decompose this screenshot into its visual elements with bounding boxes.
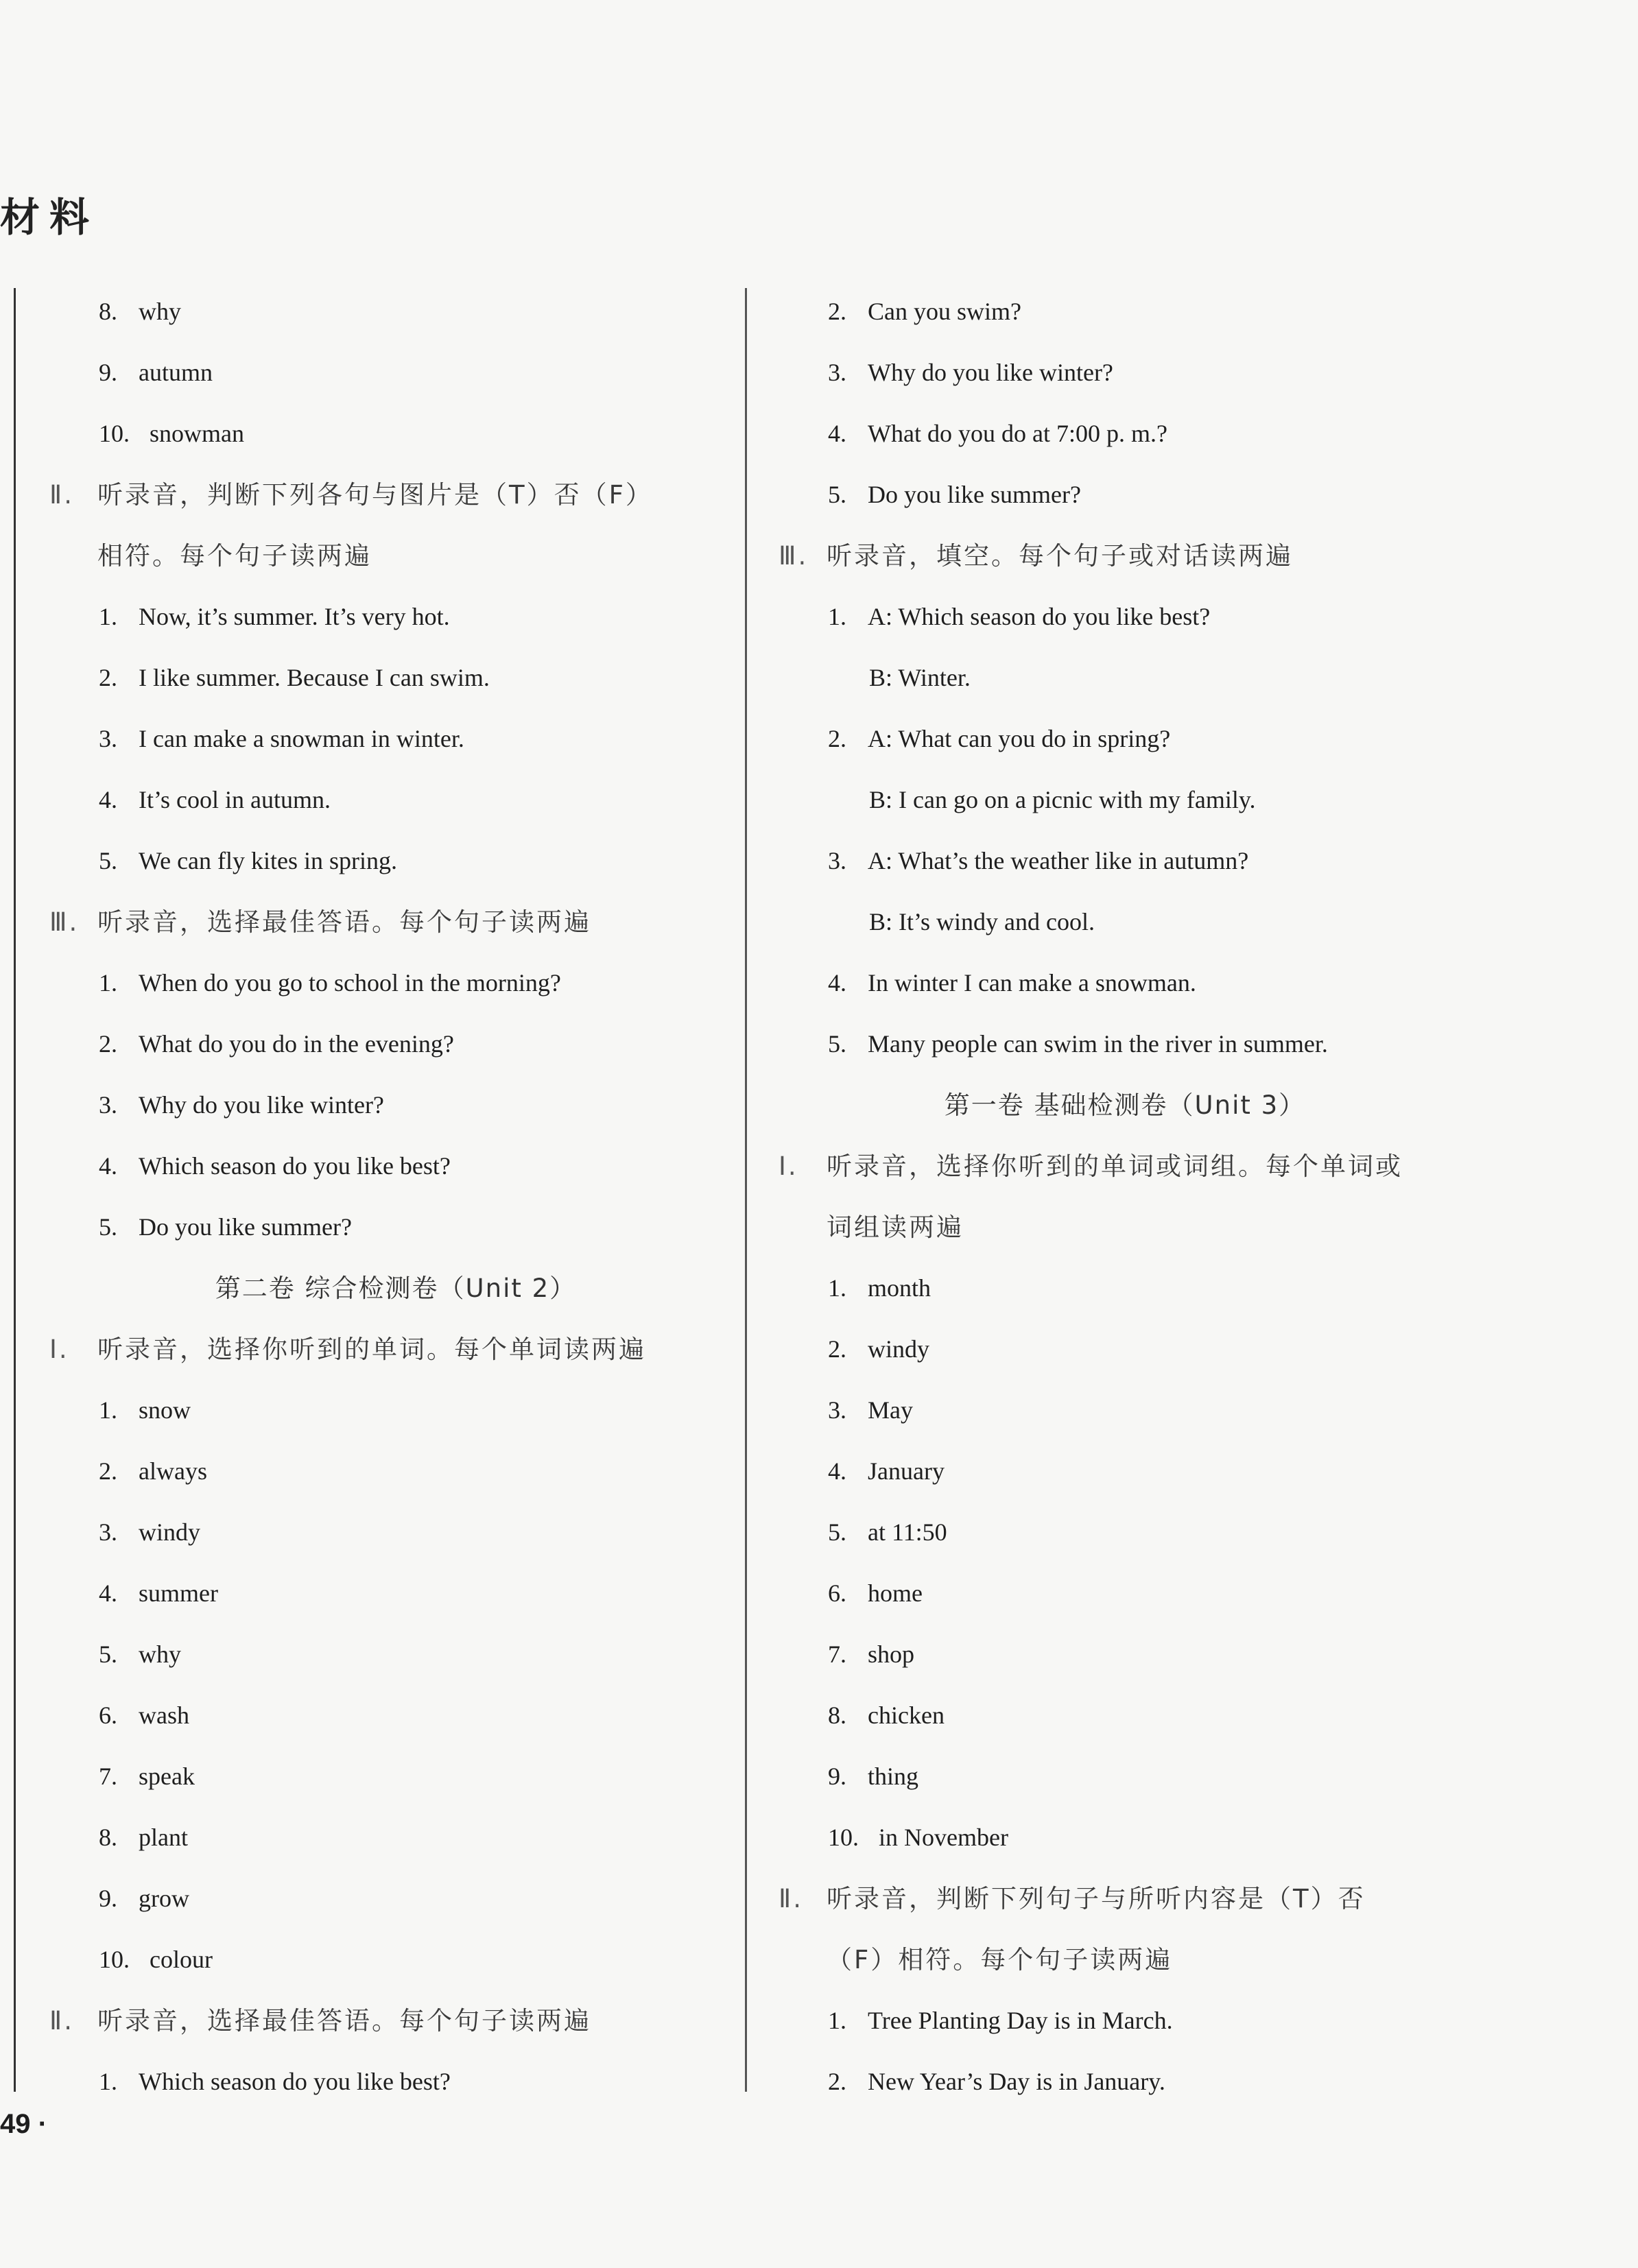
list-item xyxy=(779,1319,1471,1380)
item-number: 5. xyxy=(828,1030,846,1058)
list-item xyxy=(49,586,742,647)
item-number: 4. xyxy=(99,786,117,813)
header-title: 材料 xyxy=(0,194,99,241)
item-text: Tree Planting Day is in March. xyxy=(868,2007,1173,2034)
list-item xyxy=(779,1014,1471,1075)
item-text: May xyxy=(868,1396,913,1424)
item-number: 2. xyxy=(99,1030,117,1058)
item-text: B: Winter. xyxy=(869,664,971,691)
item-number: 3. xyxy=(828,1396,846,1424)
list-item xyxy=(779,1685,1471,1746)
section-instruction: 听录音，判断下列句子与所听内容是（T）否 xyxy=(827,1884,1366,1913)
list-item xyxy=(779,464,1471,525)
section-numeral: Ⅱ. xyxy=(779,1884,803,1913)
item-text: B: It’s windy and cool. xyxy=(869,908,1095,935)
item-number: 1. xyxy=(828,1274,846,1302)
item-text: speak xyxy=(139,1763,195,1790)
list-item xyxy=(779,1990,1471,2051)
item-number: 1. xyxy=(99,1396,117,1424)
item-number: 1. xyxy=(99,969,117,996)
right-content xyxy=(779,281,1471,2112)
item-number: 2. xyxy=(828,725,846,752)
list-item xyxy=(779,647,1471,708)
item-text: windy xyxy=(868,1335,929,1363)
section-numeral: Ⅰ. xyxy=(49,1335,69,1364)
section-heading xyxy=(779,525,1471,586)
item-text: A: Which season do you like best? xyxy=(868,603,1211,630)
item-text: Many people can swim in the river in summer. xyxy=(868,1030,1328,1058)
item-text: wash xyxy=(139,1702,189,1729)
list-item xyxy=(49,1868,742,1929)
section-instruction: 听录音，选择最佳答语。每个句子读两遍 xyxy=(97,2006,591,2036)
list-item xyxy=(779,1380,1471,1441)
item-text: grow xyxy=(139,1885,189,1912)
item-text: always xyxy=(139,1457,207,1485)
list-item xyxy=(49,1197,742,1258)
list-item xyxy=(49,1502,742,1563)
item-text: summer xyxy=(139,1579,218,1607)
item-text: chicken xyxy=(868,1702,945,1729)
item-number: 5. xyxy=(828,1518,846,1546)
item-text: why xyxy=(139,1640,181,1668)
item-number: 4. xyxy=(828,1457,846,1485)
item-number: 10. xyxy=(99,1946,130,1973)
item-text: colour xyxy=(150,1946,213,1973)
item-text: shop xyxy=(868,1640,915,1668)
item-number: 5. xyxy=(99,847,117,874)
section-heading xyxy=(49,892,742,953)
item-number: 5. xyxy=(99,1213,117,1241)
item-text: When do you go to school in the morning? xyxy=(139,969,561,996)
test-title: 第二卷 综合检测卷（Unit 2） xyxy=(215,1274,577,1303)
item-text: I can make a snowman in winter. xyxy=(139,725,464,752)
list-item xyxy=(779,586,1471,647)
list-item xyxy=(49,1624,742,1685)
item-number: 1. xyxy=(828,603,846,630)
list-item xyxy=(49,647,742,708)
item-number: 4. xyxy=(99,1152,117,1180)
item-text: Which season do you like best? xyxy=(139,1152,451,1180)
item-text: at 11:50 xyxy=(868,1518,947,1546)
item-number: 9. xyxy=(99,1885,117,1912)
item-text: I like summer. Because I can swim. xyxy=(139,664,490,691)
list-item xyxy=(49,831,742,892)
item-text: Do you like summer? xyxy=(868,481,1081,508)
item-number: 9. xyxy=(99,359,117,386)
item-text: Can you swim? xyxy=(868,298,1021,325)
list-item xyxy=(49,708,742,769)
item-text: Do you like summer? xyxy=(139,1213,352,1241)
item-number: 2. xyxy=(828,1335,846,1363)
list-item xyxy=(779,1624,1471,1685)
list-item xyxy=(49,1929,742,1990)
item-text: month xyxy=(868,1274,931,1302)
list-item xyxy=(779,1441,1471,1502)
item-number: 2. xyxy=(99,1457,117,1485)
section-heading xyxy=(49,1319,742,1380)
item-text: Now, it’s summer. It’s very hot. xyxy=(139,603,450,630)
item-text: plant xyxy=(139,1824,188,1851)
item-number: 4. xyxy=(99,1579,117,1607)
list-item xyxy=(779,342,1471,403)
section-instruction-cont: 相符。每个句子读两遍 xyxy=(97,541,372,571)
list-item xyxy=(49,1807,742,1868)
item-number: 3. xyxy=(828,359,846,386)
item-text: What do you do in the evening? xyxy=(139,1030,454,1058)
list-item xyxy=(779,708,1471,769)
item-number: 6. xyxy=(99,1702,117,1729)
section-numeral: Ⅱ. xyxy=(49,2006,74,2036)
section-instruction-cont: 词组读两遍 xyxy=(827,1213,964,1242)
item-number: 4. xyxy=(828,420,846,447)
item-text: What do you do at 7:00 p. m.? xyxy=(868,420,1167,447)
item-number: 6. xyxy=(828,1579,846,1607)
list-item xyxy=(779,281,1471,342)
list-item xyxy=(49,342,742,403)
section-numeral: Ⅲ. xyxy=(49,907,80,937)
item-number: 3. xyxy=(99,725,117,752)
list-item xyxy=(49,1746,742,1807)
list-item xyxy=(49,2051,742,2112)
list-item xyxy=(49,1014,742,1075)
left-column xyxy=(49,281,742,2112)
test-title: 第一卷 基础检测卷（Unit 3） xyxy=(944,1090,1306,1120)
list-item xyxy=(49,403,742,464)
item-number: 7. xyxy=(99,1763,117,1790)
left-content xyxy=(49,281,742,2112)
list-item xyxy=(779,769,1471,831)
list-item xyxy=(49,769,742,831)
item-text: Which season do you like best? xyxy=(139,2068,451,2095)
item-text: snowman xyxy=(150,420,244,447)
item-text: In winter I can make a snowman. xyxy=(868,969,1196,996)
list-item xyxy=(779,1502,1471,1563)
item-text: home xyxy=(868,1579,923,1607)
item-text: New Year’s Day is in January. xyxy=(868,2068,1165,2095)
left-margin-rule xyxy=(14,288,16,2092)
column-divider xyxy=(745,288,747,2092)
list-item xyxy=(49,1441,742,1502)
section-instruction: 听录音，选择你听到的单词或词组。每个单词或 xyxy=(827,1151,1403,1181)
item-number: 5. xyxy=(828,481,846,508)
item-number: 2. xyxy=(828,298,846,325)
item-number: 8. xyxy=(99,1824,117,1851)
list-item xyxy=(49,1685,742,1746)
section-instruction: 听录音，判断下列各句与图片是（T）否（F） xyxy=(97,480,653,510)
item-number: 3. xyxy=(99,1518,117,1546)
list-item xyxy=(49,1136,742,1197)
item-number: 1. xyxy=(99,603,117,630)
item-text: windy xyxy=(139,1518,200,1546)
item-text: autumn xyxy=(139,359,213,386)
item-number: 3. xyxy=(828,847,846,874)
item-text: We can fly kites in spring. xyxy=(139,847,398,874)
section-heading xyxy=(779,1868,1471,1929)
item-number: 7. xyxy=(828,1640,846,1668)
item-number: 8. xyxy=(99,298,117,325)
list-item xyxy=(779,953,1471,1014)
list-item xyxy=(49,1075,742,1136)
item-number: 1. xyxy=(99,2068,117,2095)
list-item xyxy=(779,2051,1471,2112)
page-number: 49 · xyxy=(0,2109,47,2139)
item-number: 2. xyxy=(828,2068,846,2095)
list-item xyxy=(49,1563,742,1624)
item-number: 8. xyxy=(828,1702,846,1729)
list-item xyxy=(779,1746,1471,1807)
item-text: thing xyxy=(868,1763,919,1790)
list-item xyxy=(779,1563,1471,1624)
list-item xyxy=(49,1380,742,1441)
list-item xyxy=(49,281,742,342)
list-item xyxy=(779,831,1471,892)
section-numeral: Ⅰ. xyxy=(779,1151,798,1181)
item-text: A: What can you do in spring? xyxy=(868,725,1171,752)
list-item xyxy=(49,953,742,1014)
item-number: 4. xyxy=(828,969,846,996)
list-item xyxy=(779,1807,1471,1868)
section-instruction-cont: （F）相符。每个句子读两遍 xyxy=(827,1945,1173,1974)
item-text: Why do you like winter? xyxy=(139,1091,384,1119)
item-number: 5. xyxy=(99,1640,117,1668)
section-heading xyxy=(49,1990,742,2051)
section-heading xyxy=(49,464,742,525)
item-text: It’s cool in autumn. xyxy=(139,786,331,813)
section-instruction: 听录音，选择你听到的单词。每个单词读两遍 xyxy=(97,1335,646,1364)
section-heading xyxy=(779,1136,1471,1197)
list-item xyxy=(779,892,1471,953)
item-text: A: What’s the weather like in autumn? xyxy=(868,847,1249,874)
item-number: 10. xyxy=(828,1824,859,1851)
item-text: in November xyxy=(879,1824,1008,1851)
section-instruction: 听录音，选择最佳答语。每个句子读两遍 xyxy=(97,907,591,937)
item-text: January xyxy=(868,1457,945,1485)
list-item xyxy=(779,1258,1471,1319)
item-text: snow xyxy=(139,1396,191,1424)
section-numeral: Ⅱ. xyxy=(49,480,74,510)
item-number: 1. xyxy=(828,2007,846,2034)
item-number: 9. xyxy=(828,1763,846,1790)
section-numeral: Ⅲ. xyxy=(779,541,809,571)
right-column xyxy=(779,281,1471,2112)
item-number: 3. xyxy=(99,1091,117,1119)
item-text: B: I can go on a picnic with my family. xyxy=(869,786,1256,813)
list-item xyxy=(779,403,1471,464)
item-text: why xyxy=(139,298,181,325)
item-number: 10. xyxy=(99,420,130,447)
item-number: 2. xyxy=(99,664,117,691)
section-instruction: 听录音，填空。每个句子或对话读两遍 xyxy=(827,541,1293,571)
item-text: Why do you like winter? xyxy=(868,359,1113,386)
